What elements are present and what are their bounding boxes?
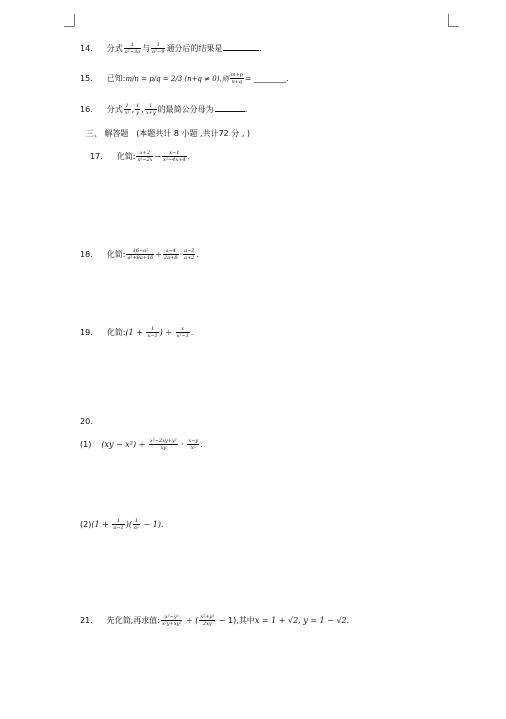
denominator: n+q bbox=[231, 79, 243, 85]
numerator: x²−y² bbox=[161, 614, 183, 621]
question-number: 17. bbox=[90, 152, 103, 161]
denominator: x² bbox=[190, 445, 196, 451]
parenthesis-close: ) ÷ bbox=[159, 328, 175, 337]
condition: x = 1 + √2, y = 1 − √2. bbox=[254, 616, 350, 625]
fraction bbox=[163, 248, 179, 261]
question-number: 20. bbox=[80, 417, 93, 426]
fraction bbox=[133, 518, 140, 531]
question-number: 14. bbox=[80, 44, 93, 53]
question-text: − 1),其中 bbox=[216, 616, 255, 625]
fraction bbox=[199, 614, 215, 627]
question-text: 先化简,再求值: bbox=[106, 616, 160, 625]
numerator: a−4 bbox=[163, 248, 179, 255]
denominator: y bbox=[136, 110, 140, 116]
fraction bbox=[162, 150, 186, 163]
numerator: 1 bbox=[136, 103, 140, 109]
numerator: 1 bbox=[125, 103, 129, 109]
numerator: m+p bbox=[230, 72, 243, 78]
question-20-part-2 bbox=[80, 518, 164, 531]
fraction bbox=[145, 103, 157, 116]
denominator: x+y bbox=[145, 110, 156, 116]
operator: − bbox=[154, 152, 162, 161]
punctuation: . bbox=[187, 152, 191, 161]
fraction bbox=[136, 150, 153, 163]
page-corner-mark-right bbox=[448, 14, 459, 27]
question-number: 16. bbox=[80, 105, 93, 114]
fraction bbox=[124, 42, 141, 55]
numerator: 1 bbox=[134, 518, 139, 524]
operator: · bbox=[178, 440, 187, 449]
fraction bbox=[135, 103, 140, 116]
denominator: a−1 bbox=[113, 525, 124, 531]
numerator: 1 bbox=[145, 103, 157, 110]
question-17 bbox=[90, 150, 190, 163]
numerator: a−2 bbox=[184, 248, 195, 254]
section-note: (本题共计 8 小题 ,共计72 分 , ) bbox=[136, 129, 251, 138]
fraction bbox=[146, 326, 158, 339]
fraction bbox=[187, 438, 199, 451]
denominator: a²+8a+16 bbox=[127, 255, 154, 261]
numerator: x−y bbox=[188, 438, 199, 444]
question-21 bbox=[80, 614, 349, 627]
answer-blank-text: = ________. bbox=[244, 74, 289, 83]
question-text: 化简: bbox=[106, 250, 126, 259]
question-number: 21. bbox=[80, 616, 93, 625]
denominator: 2xy bbox=[202, 621, 212, 627]
numerator: x bbox=[176, 326, 190, 333]
denominator: a+2 bbox=[184, 255, 195, 261]
numerator: 16−a² bbox=[126, 248, 154, 255]
numerator: x+2 bbox=[136, 150, 153, 157]
numerator: x²+y² bbox=[200, 614, 215, 620]
fraction bbox=[161, 614, 183, 627]
question-16: 16. 分式 $\frac{1}{\text{x²}}$ , $\frac{1}{y}$ , $\frac{1}{x+y}$ 的最简公分母为 . bbox=[80, 103, 248, 116]
question-text: 已知: bbox=[106, 74, 126, 83]
denominator: x²−1 bbox=[176, 333, 189, 339]
question-20-part-1 bbox=[80, 438, 203, 451]
punctuation: . bbox=[244, 105, 248, 114]
equation: m/n = p/q = 2/3 (n+q ≠ 0),则 bbox=[125, 75, 229, 83]
denominator: a²−3a bbox=[124, 49, 141, 55]
question-20 bbox=[80, 416, 93, 428]
question-number: 18. bbox=[80, 250, 93, 259]
question-15 bbox=[80, 72, 289, 85]
part-label: (1) bbox=[80, 440, 92, 449]
fraction bbox=[151, 42, 165, 55]
question-text: 化简: bbox=[116, 152, 136, 161]
denominator: x² bbox=[124, 110, 130, 116]
expression: )( bbox=[125, 520, 132, 529]
operator: ÷ bbox=[155, 250, 163, 259]
expression: (xy − x²) ÷ bbox=[101, 440, 148, 449]
part-label: (2) bbox=[80, 520, 92, 529]
question-number: 19. bbox=[80, 328, 93, 337]
expression: − 1). bbox=[140, 520, 164, 529]
punctuation: . bbox=[259, 44, 262, 53]
numerator: x²−2xy+y² bbox=[149, 438, 177, 444]
fraction bbox=[230, 72, 244, 85]
numerator: 1 bbox=[112, 518, 124, 525]
denominator: a²−9 bbox=[152, 49, 165, 55]
numerator: x−1 bbox=[162, 150, 186, 157]
operator: · bbox=[179, 250, 183, 259]
answer-blank[interactable] bbox=[215, 103, 245, 112]
punctuation: . bbox=[190, 328, 194, 337]
question-text: 分式 bbox=[106, 105, 123, 114]
fraction bbox=[149, 438, 178, 451]
fraction bbox=[183, 248, 195, 261]
section-header bbox=[86, 128, 250, 139]
denominator: x²−4x+4 bbox=[163, 157, 186, 163]
numerator: 1 bbox=[124, 42, 141, 49]
answer-blank[interactable] bbox=[223, 42, 259, 51]
denominator: x²−2x bbox=[137, 157, 153, 163]
question-19 bbox=[80, 326, 193, 339]
denominator: x²y+xy² bbox=[161, 621, 182, 627]
page-corner-mark-left bbox=[64, 14, 75, 27]
question-text: 与 bbox=[142, 44, 151, 53]
question-text: 分式 bbox=[106, 44, 123, 53]
fraction bbox=[112, 518, 124, 531]
question-14 bbox=[80, 42, 262, 55]
numerator: 1 bbox=[151, 42, 165, 49]
fraction bbox=[124, 103, 131, 116]
numerator: 1 bbox=[146, 326, 158, 333]
section-title: 三、 解答题 bbox=[86, 129, 129, 138]
punctuation: . bbox=[200, 440, 203, 449]
question-text: 化简: bbox=[106, 328, 126, 337]
parenthesis-open: (1 + bbox=[125, 328, 146, 337]
operator: ÷ ( bbox=[183, 616, 199, 625]
denominator: a² bbox=[133, 525, 139, 531]
denominator: x−1 bbox=[147, 333, 158, 339]
punctuation: . bbox=[196, 250, 200, 259]
question-number: 15. bbox=[80, 74, 93, 83]
expression: (1 + bbox=[91, 520, 112, 529]
question-text: 通分后的结果是 bbox=[166, 44, 223, 53]
question-text: 的最简公分母为 bbox=[157, 105, 214, 114]
fraction bbox=[126, 248, 154, 261]
denominator: xy bbox=[160, 445, 167, 451]
denominator: 2a+8 bbox=[164, 255, 178, 261]
question-18 bbox=[80, 248, 199, 261]
fraction bbox=[176, 326, 190, 339]
